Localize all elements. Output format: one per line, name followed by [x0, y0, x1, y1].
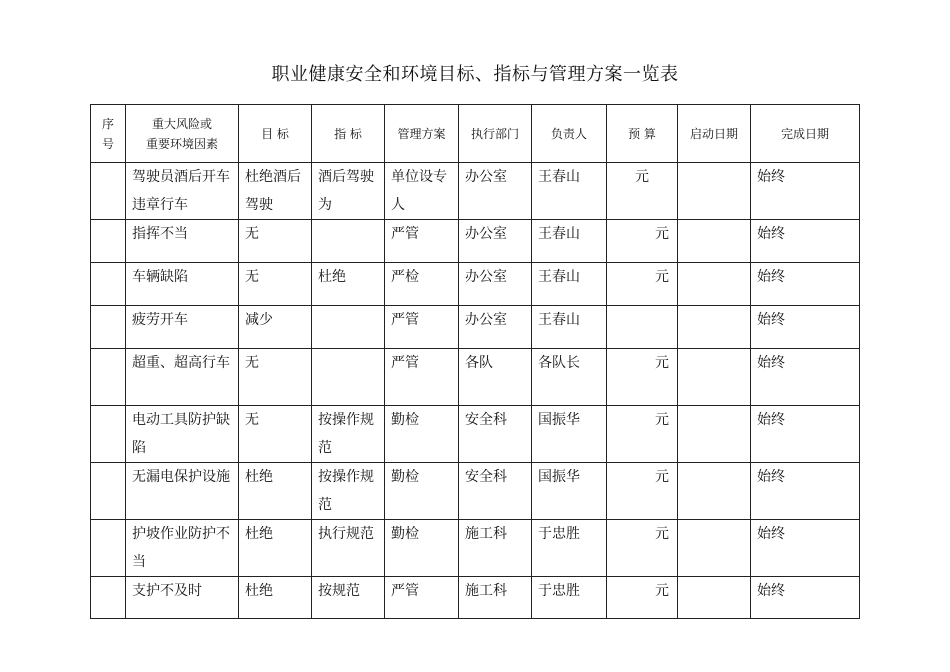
page-title: 职业健康安全和环境目标、指标与管理方案一览表 [271, 64, 679, 85]
header-seq: 序 号 [91, 105, 126, 163]
cell-target: 无 [239, 349, 312, 406]
cell-budget: 元 [607, 349, 678, 406]
header-finish: 完成日期 [751, 105, 860, 163]
cell-budget: 元 [607, 577, 678, 619]
cell-finish: 始终 [751, 220, 860, 263]
cell-finish: 始终 [751, 306, 860, 349]
cell-plan: 勤检 [385, 463, 459, 520]
cell-finish: 始终 [751, 520, 860, 577]
cell-budget: 元 [607, 220, 678, 263]
cell-finish: 始终 [751, 349, 860, 406]
cell-budget [607, 306, 678, 349]
cell-dept: 办公室 [459, 163, 532, 220]
cell-seq [91, 520, 126, 577]
cell-indicator: 执行规范 [312, 520, 385, 577]
cell-budget: 元 [607, 520, 678, 577]
header-indicator: 指 标 [312, 105, 385, 163]
cell-start [678, 406, 751, 463]
cell-dept: 办公室 [459, 220, 532, 263]
cell-indicator: 按操作规范 [312, 406, 385, 463]
header-start: 启动日期 [678, 105, 751, 163]
cell-plan: 勤检 [385, 406, 459, 463]
cell-dept: 施工科 [459, 520, 532, 577]
cell-dept: 办公室 [459, 263, 532, 306]
cell-dept: 办公室 [459, 306, 532, 349]
cell-start [678, 263, 751, 306]
cell-plan: 严管 [385, 577, 459, 619]
cell-dept: 安全科 [459, 406, 532, 463]
cell-start [678, 577, 751, 619]
cell-indicator: 杜绝 [312, 263, 385, 306]
cell-risk: 无漏电保护设施 [126, 463, 239, 520]
cell-start [678, 520, 751, 577]
cell-finish: 始终 [751, 577, 860, 619]
cell-owner: 各队长 [532, 349, 607, 406]
cell-seq [91, 577, 126, 619]
management-plan-table [90, 104, 860, 619]
cell-seq [91, 306, 126, 349]
cell-finish: 始终 [751, 163, 860, 220]
cell-start [678, 463, 751, 520]
cell-finish: 始终 [751, 463, 860, 520]
cell-dept: 施工科 [459, 577, 532, 619]
cell-plan: 单位设专人 [385, 163, 459, 220]
cell-target: 杜绝 [239, 463, 312, 520]
cell-target: 杜绝 [239, 520, 312, 577]
cell-seq [91, 263, 126, 306]
cell-owner: 国振华 [532, 463, 607, 520]
cell-indicator: 按操作规范 [312, 463, 385, 520]
table-row [91, 220, 860, 263]
cell-indicator [312, 349, 385, 406]
cell-risk: 超重、超高行车 [126, 349, 239, 406]
cell-budget: 元 [607, 263, 678, 306]
cell-target: 无 [239, 263, 312, 306]
cell-plan: 严检 [385, 263, 459, 306]
cell-start [678, 349, 751, 406]
cell-plan: 严管 [385, 220, 459, 263]
cell-owner: 国振华 [532, 406, 607, 463]
header-owner: 负责人 [532, 105, 607, 163]
cell-owner: 王春山 [532, 163, 607, 220]
cell-risk: 电动工具防护缺陷 [126, 406, 239, 463]
cell-indicator: 按规范 [312, 577, 385, 619]
table-row [91, 349, 860, 406]
cell-start [678, 306, 751, 349]
cell-risk: 支护不及时 [126, 577, 239, 619]
cell-dept: 各队 [459, 349, 532, 406]
cell-risk: 驾驶员酒后开车违章行车 [126, 163, 239, 220]
cell-owner: 于忠胜 [532, 577, 607, 619]
table-row [91, 463, 860, 520]
cell-start [678, 220, 751, 263]
table-row [91, 306, 860, 349]
cell-risk: 疲劳开车 [126, 306, 239, 349]
cell-plan: 勤检 [385, 520, 459, 577]
cell-target: 杜绝酒后驾驶 [239, 163, 312, 220]
header-budget: 预 算 [607, 105, 678, 163]
cell-owner: 王春山 [532, 220, 607, 263]
cell-finish: 始终 [751, 406, 860, 463]
cell-risk: 指挥不当 [126, 220, 239, 263]
header-risk: 重大风险或 重要环境因素 [126, 105, 239, 163]
cell-owner: 王春山 [532, 263, 607, 306]
cell-risk: 护坡作业防护不当 [126, 520, 239, 577]
table-header-row [91, 105, 860, 163]
cell-seq [91, 220, 126, 263]
cell-owner: 于忠胜 [532, 520, 607, 577]
cell-owner: 王春山 [532, 306, 607, 349]
cell-start [678, 163, 751, 220]
cell-finish: 始终 [751, 263, 860, 306]
table-row [91, 163, 860, 220]
cell-target: 杜绝 [239, 577, 312, 619]
cell-risk: 车辆缺陷 [126, 263, 239, 306]
cell-target: 无 [239, 220, 312, 263]
cell-indicator: 酒后驾驶为 [312, 163, 385, 220]
table-row [91, 263, 860, 306]
cell-indicator [312, 220, 385, 263]
cell-dept: 安全科 [459, 463, 532, 520]
cell-seq [91, 349, 126, 406]
header-dept: 执行部门 [459, 105, 532, 163]
cell-budget: 元 [607, 406, 678, 463]
cell-plan: 严管 [385, 306, 459, 349]
table-row [91, 520, 860, 577]
cell-target: 无 [239, 406, 312, 463]
table-row [91, 577, 860, 619]
cell-indicator [312, 306, 385, 349]
header-plan: 管理方案 [385, 105, 459, 163]
cell-budget: 元 [607, 463, 678, 520]
cell-seq [91, 163, 126, 220]
cell-budget: 元 [607, 163, 678, 220]
cell-seq [91, 463, 126, 520]
header-target: 目 标 [239, 105, 312, 163]
cell-seq [91, 406, 126, 463]
table-row [91, 406, 860, 463]
cell-target: 减少 [239, 306, 312, 349]
cell-plan: 严管 [385, 349, 459, 406]
